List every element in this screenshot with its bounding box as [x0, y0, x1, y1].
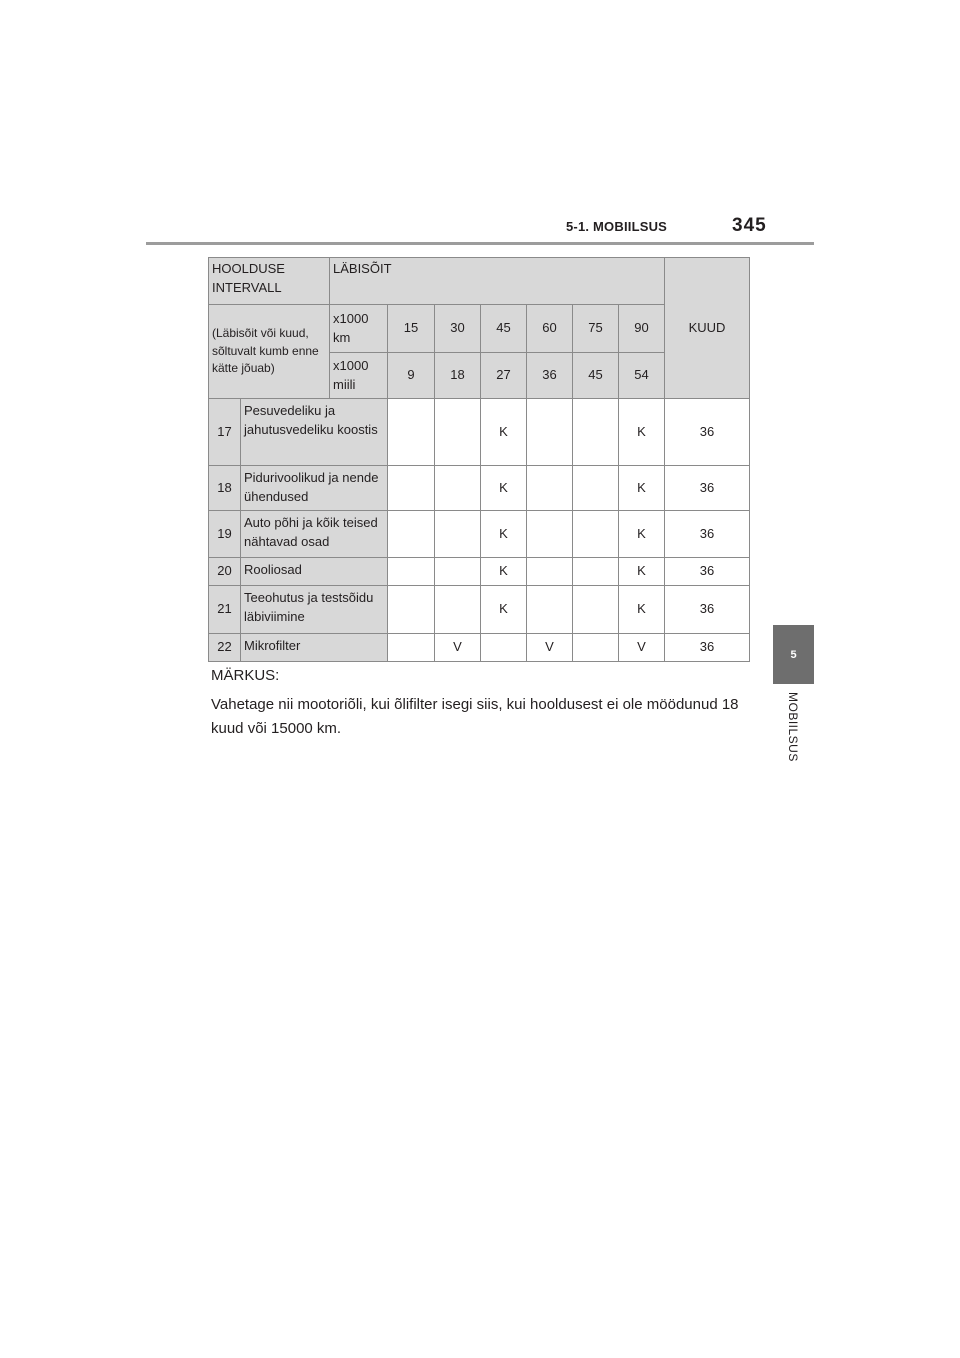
- item-label: Pesuvedeliku ja jahutusvedeliku koostis: [241, 399, 388, 466]
- months-value: 36: [665, 558, 750, 586]
- months-value: 36: [665, 586, 750, 634]
- months-value: 36: [665, 399, 750, 466]
- service-cell: K: [619, 558, 665, 586]
- chapter-label: MOBIILSUS: [786, 692, 800, 762]
- service-cell: [573, 586, 619, 634]
- service-cell: [573, 399, 619, 466]
- service-cell: K: [481, 466, 527, 511]
- page-number: 345: [732, 215, 767, 236]
- item-number: 17: [209, 399, 241, 466]
- service-cell: K: [619, 466, 665, 511]
- service-cell: K: [481, 511, 527, 558]
- table-row: [209, 634, 750, 662]
- service-cell: K: [481, 558, 527, 586]
- months-value: 36: [665, 634, 750, 662]
- km-value: 90: [619, 305, 665, 353]
- service-cell: [435, 511, 481, 558]
- item-label: Pidurivoolikud ja nende ühendused: [241, 466, 388, 511]
- service-cell: V: [619, 634, 665, 662]
- item-label: Auto põhi ja kõik teised nähtavad osad: [241, 511, 388, 558]
- maintenance-schedule-table: [208, 257, 750, 662]
- section-title: 5-1. MOBIILSUS: [566, 219, 668, 234]
- service-cell: K: [619, 511, 665, 558]
- months-header: KUUD: [665, 258, 750, 399]
- service-cell: [573, 511, 619, 558]
- service-cell: [573, 634, 619, 662]
- note-text: Vahetage nii mootoriõli, kui õlifilter isegi siis, kui hooldusest ei ole möödunud 18 kuud või 15000 km.: [211, 696, 739, 738]
- service-cell: [573, 466, 619, 511]
- service-cell: [435, 466, 481, 511]
- mile-value: 18: [435, 353, 481, 399]
- chapter-number: 5: [790, 648, 797, 661]
- table-row: [209, 399, 750, 466]
- service-cell: K: [481, 586, 527, 634]
- item-number: 19: [209, 511, 241, 558]
- km-value: 45: [481, 305, 527, 353]
- interval-header: HOOLDUSE INTERVALL: [209, 258, 330, 305]
- item-label: Rooliosad: [241, 558, 388, 586]
- service-cell: [527, 558, 573, 586]
- header-divider: [146, 242, 814, 245]
- mile-value: 36: [527, 353, 573, 399]
- service-cell: V: [435, 634, 481, 662]
- note-title: MÄRKUS:: [211, 667, 280, 684]
- service-cell: [388, 634, 435, 662]
- mile-value: 27: [481, 353, 527, 399]
- service-cell: [481, 634, 527, 662]
- item-label: Mikrofilter: [241, 634, 388, 662]
- service-cell: [527, 511, 573, 558]
- table-row: [209, 511, 750, 558]
- item-label: Teeohutus ja testsõidu läbiviimine: [241, 586, 388, 634]
- service-cell: K: [619, 399, 665, 466]
- mileage-header: LÄBISÕIT: [330, 258, 665, 305]
- km-value: 75: [573, 305, 619, 353]
- service-cell: [527, 399, 573, 466]
- mile-value: 9: [388, 353, 435, 399]
- item-number: 20: [209, 558, 241, 586]
- mile-value: 45: [573, 353, 619, 399]
- service-cell: [388, 466, 435, 511]
- mile-value: 54: [619, 353, 665, 399]
- service-cell: [527, 586, 573, 634]
- item-number: 21: [209, 586, 241, 634]
- service-cell: [435, 558, 481, 586]
- item-number: 18: [209, 466, 241, 511]
- item-number: 22: [209, 634, 241, 662]
- service-cell: [435, 399, 481, 466]
- table-row: [209, 586, 750, 634]
- table-row: [209, 466, 750, 511]
- service-cell: K: [619, 586, 665, 634]
- service-cell: [388, 399, 435, 466]
- service-cell: [527, 466, 573, 511]
- months-value: 36: [665, 466, 750, 511]
- condition-header: (Läbisõit või kuud, sõltuvalt kumb enne kätte jõuab): [209, 305, 330, 399]
- table-row: [209, 558, 750, 586]
- km-unit-label: x1000 km: [330, 305, 388, 353]
- service-cell: [388, 558, 435, 586]
- chapter-tab[interactable]: [773, 625, 814, 684]
- service-cell: [435, 586, 481, 634]
- service-cell: [388, 586, 435, 634]
- km-value: 30: [435, 305, 481, 353]
- km-value: 60: [527, 305, 573, 353]
- km-value: 15: [388, 305, 435, 353]
- table-header-row: [209, 258, 750, 305]
- months-value: 36: [665, 511, 750, 558]
- service-cell: V: [527, 634, 573, 662]
- service-cell: K: [481, 399, 527, 466]
- miles-unit-label: x1000 miili: [330, 353, 388, 399]
- service-cell: [388, 511, 435, 558]
- service-cell: [573, 558, 619, 586]
